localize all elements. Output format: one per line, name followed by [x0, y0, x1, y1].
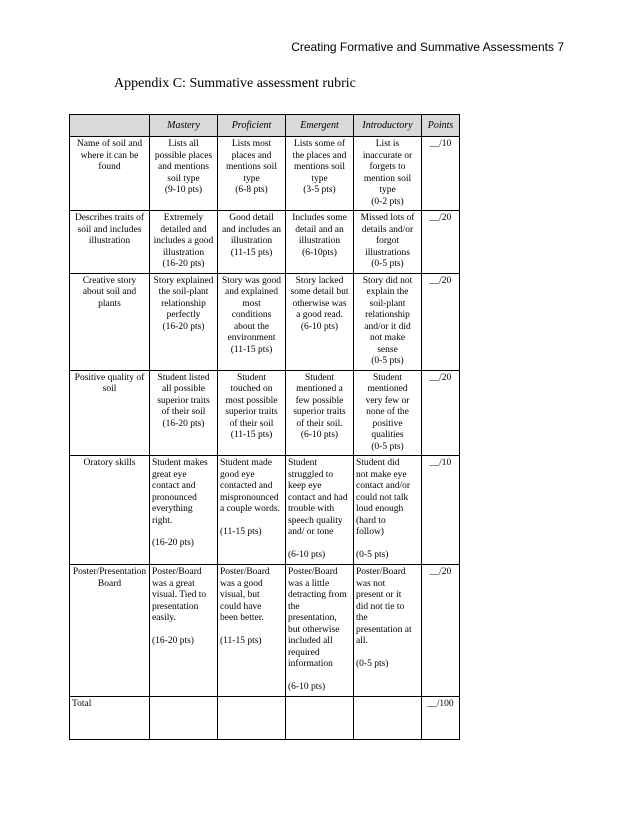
cell-line: about soil and	[82, 287, 137, 297]
cell-line: mentioned	[367, 384, 408, 394]
criterion-cell	[70, 137, 150, 211]
cell-line: Student did	[356, 458, 400, 468]
cell-line: (6-10 pts)	[300, 430, 339, 440]
cell-line: of their soil.	[296, 418, 343, 429]
cell-line: (11-15 pts)	[220, 526, 262, 537]
cell-line: most	[242, 298, 261, 309]
cell-line: few possible	[295, 395, 344, 406]
cell-line: (hard to	[356, 515, 386, 526]
mastery-cell	[150, 456, 218, 565]
cell-line: loud enough	[356, 504, 404, 514]
cell-line: most possible	[225, 395, 278, 406]
mastery-cell	[150, 273, 218, 370]
cell-line: Student made	[220, 458, 272, 468]
cell-line: illustration	[230, 236, 273, 246]
cell-line: all possible	[161, 384, 205, 394]
rubric-row	[70, 565, 460, 697]
cell-line: (6-10 pts)	[288, 681, 326, 692]
proficient-cell	[218, 137, 286, 211]
cell-line: List is	[375, 139, 400, 149]
cell-line: possible places	[154, 150, 213, 161]
total-empty-cell	[218, 697, 286, 740]
cell-gap	[288, 539, 351, 550]
points-cell: __/10	[422, 456, 460, 565]
cell-gap	[220, 625, 283, 636]
cell-line: positive	[372, 418, 403, 429]
cell-line: Student	[288, 458, 318, 468]
cell-line: (6-10 pts)	[288, 549, 326, 560]
cell-line: required	[288, 647, 320, 658]
cell-line: Poster/Board	[152, 567, 202, 577]
cell-line: illustrations	[365, 247, 410, 258]
cell-line: found	[98, 162, 121, 172]
cell-line: visual. Tied to	[152, 590, 207, 600]
cell-line: mention soil	[363, 173, 412, 184]
cell-line: (11-15 pts)	[230, 430, 273, 440]
cell-line: Story did not	[362, 275, 413, 286]
cell-line: the	[356, 613, 368, 623]
mastery-cell	[150, 370, 218, 456]
cell-line: superior traits	[293, 407, 346, 417]
cell-line: environment	[227, 333, 276, 343]
cell-line: and/or it did	[364, 321, 411, 332]
rubric-row	[70, 273, 460, 370]
cell-line: trouble with	[288, 504, 335, 514]
proficient-cell	[218, 211, 286, 274]
cell-line: was a good	[220, 578, 263, 589]
cell-line: forgot	[375, 236, 400, 246]
emergent-cell	[286, 456, 354, 565]
cell-line: details and/or	[361, 224, 414, 235]
points-cell: __/20	[422, 565, 460, 697]
cell-line: illustration	[298, 236, 341, 246]
cell-line: type	[379, 185, 396, 195]
cell-line: present or it	[356, 590, 402, 600]
cell-line: soil and includes	[77, 224, 142, 235]
cell-line: contact and	[152, 481, 196, 491]
cell-line: good eye	[220, 469, 255, 480]
cell-line: conditions	[231, 310, 272, 320]
cell-line: all.	[356, 636, 368, 646]
cell-line: otherwise was	[292, 298, 347, 309]
cell-line: type	[311, 173, 328, 184]
cell-line: inaccurate or	[362, 150, 413, 161]
cell-line: Student makes	[152, 458, 208, 468]
cell-line: superior traits	[225, 407, 278, 417]
cell-line: Student	[304, 372, 335, 383]
proficient-cell	[218, 370, 286, 456]
total-empty-cell	[286, 697, 354, 740]
cell-line: Story lacked	[295, 275, 344, 286]
cell-line: includes a good	[153, 236, 214, 246]
cell-line: relationship	[161, 298, 206, 309]
cell-line: (16-20 pts)	[162, 259, 205, 269]
cell-line: Extremely	[163, 213, 204, 223]
cell-line: Missed lots of	[360, 213, 415, 223]
cell-line: Good detail	[229, 213, 274, 223]
cell-line: been better.	[220, 613, 264, 623]
cell-line: easily.	[152, 613, 176, 623]
cell-line: Oratory skills	[83, 458, 136, 468]
cell-line: was a great	[152, 578, 195, 589]
cell-line: a couple words.	[220, 504, 280, 514]
cell-line: detracting from	[288, 590, 347, 600]
cell-line: pronounced	[152, 492, 197, 503]
cell-line: and includes an	[221, 224, 282, 235]
criterion-cell	[70, 565, 150, 697]
cell-line: (16-20 pts)	[152, 538, 194, 548]
cell-line: Student listed	[157, 372, 210, 383]
cell-line: was not	[356, 578, 386, 589]
emergent-cell	[286, 370, 354, 456]
cell-line: Name of soil and	[76, 139, 143, 149]
cell-line: (11-15 pts)	[220, 635, 262, 646]
cell-line: Poster/Board	[220, 567, 270, 577]
cell-line: where it can be	[80, 150, 139, 161]
cell-line: relationship	[365, 310, 410, 320]
criterion-cell	[70, 211, 150, 274]
cell-line: presentation	[152, 601, 199, 612]
cell-line: the	[288, 601, 300, 612]
cell-line: presentation,	[288, 613, 337, 623]
cell-line: some detail but	[290, 287, 349, 297]
cell-line: Story was good	[221, 275, 282, 286]
cell-gap	[220, 516, 283, 527]
cell-line: but otherwise	[288, 624, 340, 635]
emergent-cell	[286, 211, 354, 274]
total-empty-cell	[150, 697, 218, 740]
cell-gap	[152, 527, 215, 538]
appendix-title: Appendix C: Summative assessment rubric	[114, 76, 356, 91]
cell-line: (0-5 pts)	[356, 658, 389, 669]
rubric-row	[70, 456, 460, 565]
cell-line: touched on	[230, 384, 273, 394]
cell-line: mentioned a	[296, 384, 343, 394]
cell-line: perfectly	[166, 310, 201, 320]
cell-line: mentions soil	[294, 162, 345, 172]
cell-line: Lists all	[168, 139, 199, 149]
cell-line: detailed and	[160, 224, 207, 235]
cell-line: did not tie to	[356, 601, 405, 612]
cell-line: type	[243, 173, 260, 184]
cell-line: (11-15 pts)	[230, 247, 273, 258]
column-header-points: Points	[422, 115, 460, 137]
introductory-cell	[354, 370, 422, 456]
cell-line: contacted and	[220, 481, 273, 491]
proficient-cell	[218, 456, 286, 565]
cell-line: Describes traits of	[74, 213, 145, 223]
cell-line: places and	[231, 150, 272, 161]
criterion-cell	[70, 370, 150, 456]
cell-line: none of the	[366, 407, 409, 417]
mastery-cell	[150, 565, 218, 697]
proficient-cell	[218, 565, 286, 697]
cell-line: qualities	[371, 430, 404, 440]
total-points: __/100	[422, 697, 460, 740]
introductory-cell	[354, 273, 422, 370]
header-row	[70, 115, 460, 137]
cell-line: presentation at	[356, 624, 412, 635]
cell-line: (0-2 pts)	[371, 196, 404, 207]
cell-line: superior traits	[157, 395, 210, 406]
emergent-cell	[286, 273, 354, 370]
introductory-cell	[354, 565, 422, 697]
cell-line: Student	[372, 372, 403, 383]
cell-line: (16-20 pts)	[162, 321, 205, 332]
cell-line: (0-5 pts)	[371, 259, 404, 269]
cell-line: soil type	[167, 173, 200, 184]
column-header-mastery: Mastery	[150, 115, 218, 137]
cell-gap	[152, 625, 215, 636]
cell-line: was a little	[288, 578, 330, 589]
cell-line: speech quality	[288, 515, 343, 526]
rubric-row	[70, 211, 460, 274]
cell-line: contact and had	[288, 492, 348, 503]
cell-line: and/ or tone	[288, 527, 334, 537]
cell-line: illustration	[162, 247, 205, 258]
cell-line: could not talk	[356, 492, 409, 503]
cell-line: Poster/Presentation	[72, 567, 147, 577]
cell-line: about the	[233, 321, 270, 332]
cell-line: (3-5 pts)	[303, 185, 336, 195]
cell-gap	[288, 671, 351, 682]
total-empty-cell	[354, 697, 422, 740]
cell-line: Board	[97, 578, 122, 589]
cell-line: soil-plant	[369, 298, 406, 309]
cell-line: Creative story	[82, 275, 137, 286]
criterion-cell	[70, 456, 150, 565]
cell-line: (6-10 pts)	[300, 321, 339, 332]
cell-line: visual, but	[220, 590, 260, 600]
cell-line: (0-5 pts)	[371, 441, 404, 452]
mastery-cell	[150, 137, 218, 211]
emergent-cell	[286, 137, 354, 211]
points-cell: __/10	[422, 137, 460, 211]
cell-line: included all	[288, 636, 333, 646]
proficient-cell	[218, 273, 286, 370]
cell-gap	[356, 539, 419, 550]
cell-line: struggled to	[288, 469, 334, 480]
running-header: Creating Formative and Summative Assessments 7	[291, 40, 564, 54]
introductory-cell	[354, 456, 422, 565]
cell-line: Student	[236, 372, 267, 383]
introductory-cell	[354, 137, 422, 211]
cell-line: detail and an	[295, 224, 344, 235]
cell-line: plants	[98, 298, 121, 309]
cell-line: and explained	[224, 287, 279, 297]
cell-line: (16-20 pts)	[162, 418, 205, 429]
cell-line: Positive quality of	[74, 372, 145, 383]
cell-line: soil	[102, 384, 117, 394]
cell-line: (11-15 pts)	[230, 344, 273, 355]
cell-line: follow)	[356, 527, 384, 537]
rubric-body	[70, 137, 460, 697]
cell-line: keep eye	[288, 481, 322, 491]
cell-line: the places and	[292, 150, 347, 161]
cell-line: a good read.	[296, 310, 343, 320]
cell-line: Lists most	[231, 139, 272, 149]
column-header-criterion	[70, 115, 150, 137]
total-row	[70, 697, 460, 740]
cell-line: not make eye	[356, 469, 407, 480]
cell-line: Poster/Board	[356, 567, 406, 577]
total-label: Total	[70, 697, 150, 740]
cell-line: everything	[152, 504, 193, 514]
rubric-table	[69, 114, 460, 740]
cell-line: not make	[369, 333, 406, 343]
cell-line: very few or	[365, 395, 410, 406]
cell-line: of their soil	[229, 418, 274, 429]
cell-line: (0-5 pts)	[371, 356, 404, 366]
cell-line: could have	[220, 601, 262, 612]
mastery-cell	[150, 211, 218, 274]
column-header-introductory: Introductory	[354, 115, 422, 137]
cell-line: (6-8 pts)	[235, 185, 268, 195]
cell-line: illustration	[88, 236, 131, 246]
criterion-cell	[70, 273, 150, 370]
cell-line: (16-20 pts)	[152, 635, 194, 646]
cell-line: great eye	[152, 469, 187, 480]
cell-line: the soil-plant	[158, 287, 209, 297]
column-header-emergent: Emergent	[286, 115, 354, 137]
cell-line: forgets to	[369, 162, 406, 172]
cell-line: Lists some of	[293, 139, 346, 149]
cell-line: (0-5 pts)	[356, 549, 389, 560]
cell-line: (6-10pts)	[302, 247, 337, 258]
cell-line: of their soil	[161, 407, 206, 417]
cell-line: information	[288, 659, 333, 669]
cell-line: and mentions	[158, 162, 209, 172]
cell-line: right.	[152, 515, 173, 526]
introductory-cell	[354, 211, 422, 274]
cell-line: (9-10 pts)	[164, 185, 203, 195]
column-header-proficient: Proficient	[218, 115, 286, 137]
cell-line: Poster/Board	[288, 567, 338, 577]
points-cell: __/20	[422, 273, 460, 370]
cell-line: contact and/or	[356, 481, 411, 491]
cell-line: sense	[377, 344, 398, 355]
points-cell: __/20	[422, 370, 460, 456]
cell-line: mispronounced	[220, 492, 279, 503]
cell-line: Includes some	[292, 213, 347, 223]
cell-line: Story explained	[153, 275, 214, 286]
cell-line: explain the	[366, 287, 409, 297]
rubric-row	[70, 370, 460, 456]
points-cell: __/20	[422, 211, 460, 274]
rubric-row	[70, 137, 460, 211]
cell-gap	[356, 648, 419, 659]
emergent-cell	[286, 565, 354, 697]
cell-line: mentions soil	[226, 162, 277, 172]
